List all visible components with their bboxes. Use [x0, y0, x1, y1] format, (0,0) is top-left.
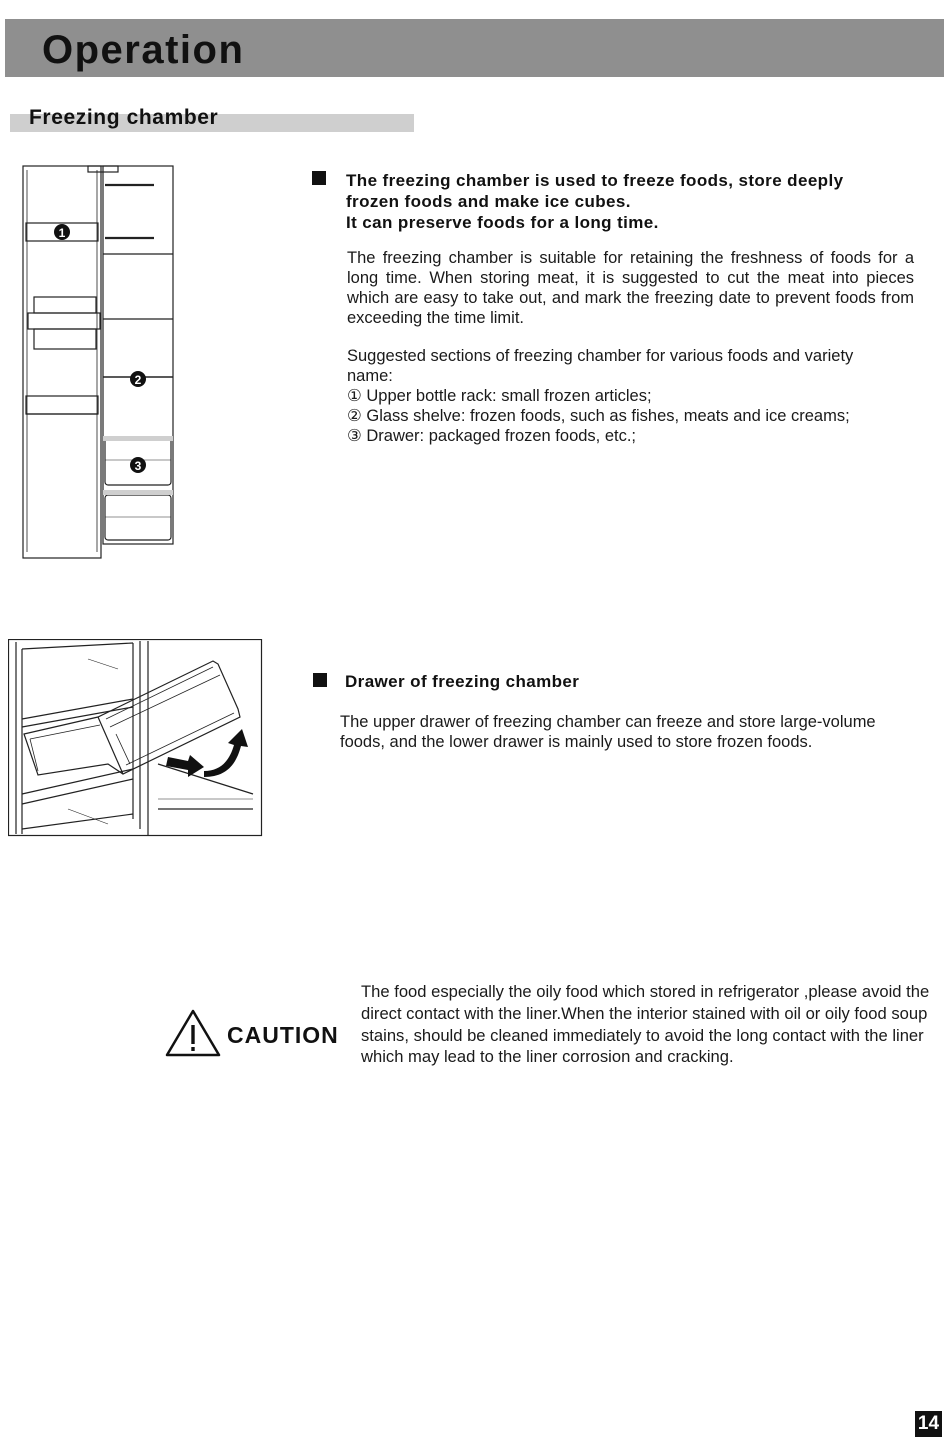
list-item: ③ Drawer: packaged frozen foods, etc.;: [347, 427, 637, 445]
suggested-line-2: name:: [347, 367, 393, 385]
drawer-paragraph: The upper drawer of freezing chamber can freeze and store large-volume foods, and the lower drawer is mainly used to store frozen foods.: [340, 713, 876, 751]
page-number: 14: [915, 1411, 942, 1437]
freezing-heading-line-1: The freezing chamber is used to freeze foods, store deeply: [346, 171, 844, 190]
drawer-heading: Drawer of freezing chamber: [345, 672, 580, 691]
bullet-icon: [313, 673, 327, 687]
list-item: ① Upper bottle rack: small frozen articles;: [347, 387, 652, 405]
suggested-sections: [347, 346, 853, 446]
page-title: Operation: [42, 28, 245, 72]
suggested-line-1: Suggested sections of freezing chamber for various foods and variety: [347, 347, 854, 365]
marker-3-label: 3: [134, 459, 142, 473]
marker-2-label: 2: [134, 373, 142, 387]
marker-1-label: 1: [58, 226, 66, 240]
drawer-illustration: [8, 639, 263, 837]
caution-warning-icon: [164, 1008, 222, 1058]
list-item: ② Glass shelve: frozen foods, such as fishes, meats and ice creams;: [347, 407, 850, 425]
freezing-heading-line-2: frozen foods and make ice cubes.: [346, 192, 631, 211]
freezing-heading-line-3: It can preserve foods for a long time.: [346, 213, 659, 232]
section-title: Freezing chamber: [29, 106, 219, 129]
bullet-icon: [312, 171, 326, 185]
freezer-diagram: [20, 162, 178, 562]
freezing-heading: [346, 170, 843, 233]
freezing-paragraph: The freezing chamber is suitable for retaining the freshness of foods for a long time. When storing meat, it is suggested to cut the meat into pieces which are easy to take out, and mark the freezing date to prevent foods from exceeding the time limit.: [347, 249, 914, 327]
caution-text: The food especially the oily food which stored in refrigerator ,please avoid the direct contact with the liner.When the interior stained with oil or oily food soup stains, should be cleaned immediately to avoid the long contact with the liner which may lead to the liner corrosion and cracking.: [361, 982, 930, 1067]
caution-label: CAUTION: [227, 1022, 339, 1048]
